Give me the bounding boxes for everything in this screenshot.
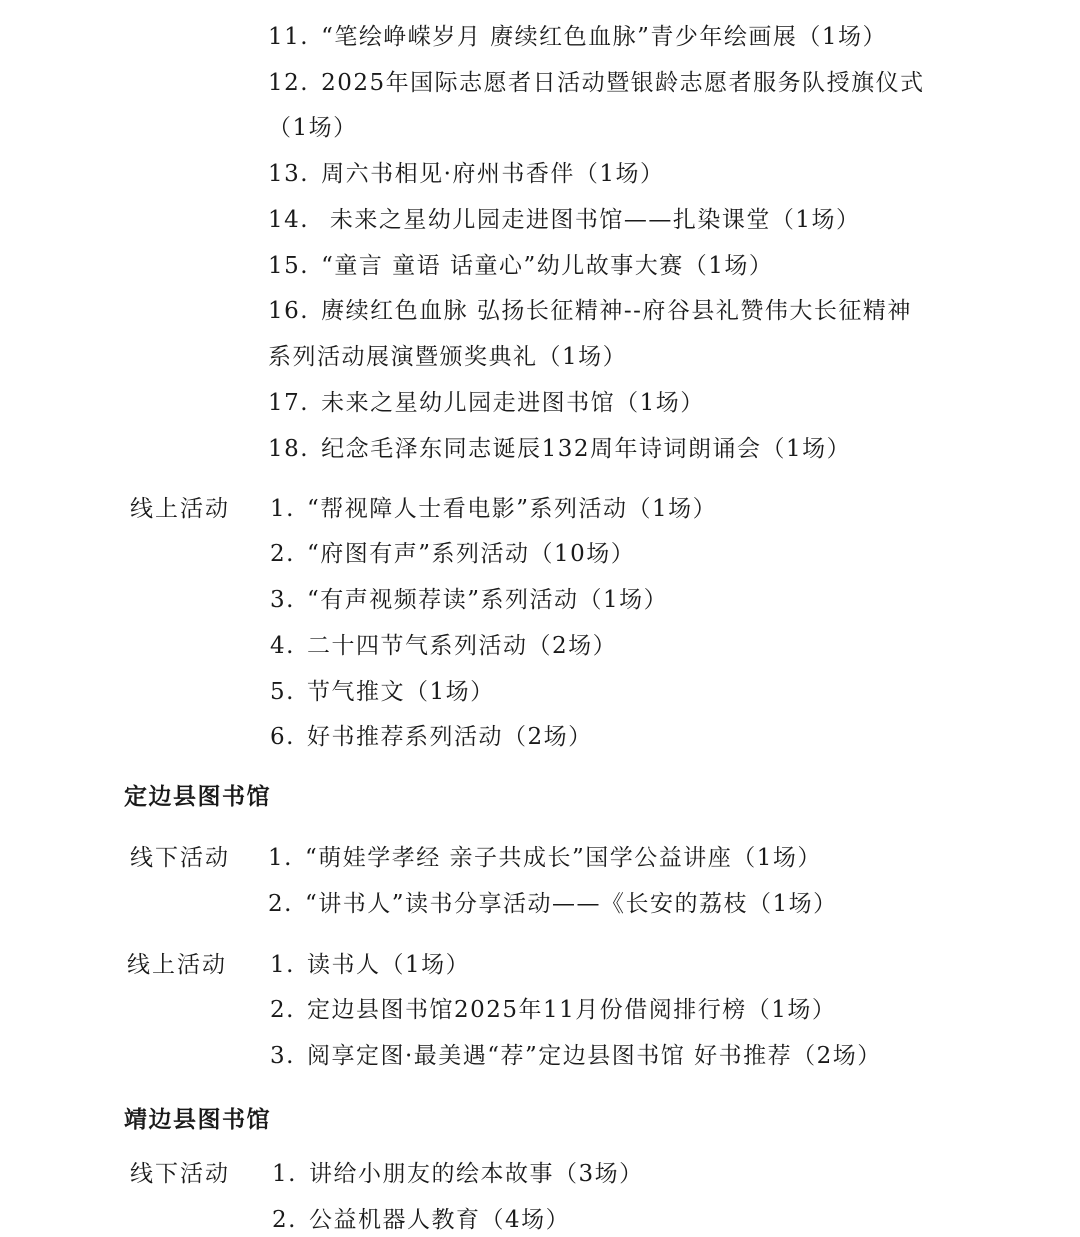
category-label: 线下活动 xyxy=(130,1161,230,1187)
item-text: 公益机器人教育（4场） xyxy=(308,1207,571,1233)
item-text: 节气推文（1场） xyxy=(306,679,495,705)
item-text: 未来之星幼儿园走进图书馆（1场） xyxy=(321,390,705,416)
item-text: 好书推荐系列活动（2场） xyxy=(306,724,593,750)
item-number: 14. xyxy=(268,207,310,233)
list-item xyxy=(270,539,635,569)
item-number: 2. xyxy=(270,541,295,567)
item-number: 11. xyxy=(268,24,310,50)
item-number: 5. xyxy=(270,679,295,705)
list-item xyxy=(270,950,470,980)
item-text: 周六书相见·府州书香伴（1场） xyxy=(321,161,665,187)
item-number: 1. xyxy=(272,1161,297,1187)
list-item xyxy=(268,68,925,98)
item-text: 读书人（1场） xyxy=(306,952,471,978)
item-text: “萌娃学孝经 亲子共成长”国学公益讲座（1场） xyxy=(304,845,822,871)
list-item xyxy=(272,1205,570,1235)
item-number: 2. xyxy=(268,891,293,917)
list-item xyxy=(270,631,617,661)
item-number: 18. xyxy=(268,436,310,462)
list-item xyxy=(268,251,773,281)
item-text: “府图有声”系列活动（10场） xyxy=(306,541,636,567)
item-text: 未来之星幼儿园走进图书馆——扎染课堂（1场） xyxy=(321,207,861,233)
list-item xyxy=(270,995,836,1025)
list-item xyxy=(268,889,838,919)
list-item-continuation xyxy=(268,113,358,143)
item-number: 16. xyxy=(268,298,310,324)
item-number: 13. xyxy=(268,161,310,187)
list-item xyxy=(268,388,705,418)
item-number: 1. xyxy=(270,496,295,522)
list-item xyxy=(270,494,717,524)
item-number: 2. xyxy=(270,997,295,1023)
item-text: “讲书人”读书分享活动——《长安的荔枝（1场） xyxy=(304,891,838,917)
library-title: 靖边县图书馆 xyxy=(124,1106,271,1133)
list-item xyxy=(268,205,861,235)
list-item xyxy=(268,434,851,464)
list-item xyxy=(268,22,887,52)
item-text: （1场） xyxy=(268,115,358,141)
category-label: 线上活动 xyxy=(130,496,230,522)
list-item xyxy=(270,722,593,752)
list-item xyxy=(268,159,665,189)
item-number: 12. xyxy=(268,70,310,96)
list-item-continuation xyxy=(268,342,627,372)
item-text: “有声视频荐读”系列活动（1场） xyxy=(306,587,669,613)
item-number: 17. xyxy=(268,390,310,416)
item-text: “童言 童语 话童心”幼儿故事大赛（1场） xyxy=(321,253,774,279)
item-text: 二十四节气系列活动（2场） xyxy=(306,633,618,659)
item-number: 6. xyxy=(270,724,295,750)
item-text: 讲给小朋友的绘本故事（3场） xyxy=(308,1161,644,1187)
item-text: 定边县图书馆2025年11月份借阅排行榜（1场） xyxy=(306,997,837,1023)
item-number: 15. xyxy=(268,253,310,279)
category-label: 线下活动 xyxy=(130,845,230,871)
item-text: 阅享定图·最美遇“荐”定边县图书馆 好书推荐（2场） xyxy=(306,1043,882,1069)
list-item xyxy=(268,843,822,873)
item-number: 3. xyxy=(270,587,295,613)
library-title: 定边县图书馆 xyxy=(124,783,271,810)
list-item xyxy=(272,1159,644,1189)
item-number: 1. xyxy=(270,952,295,978)
item-text: “帮视障人士看电影”系列活动（1场） xyxy=(306,496,718,522)
item-number: 3. xyxy=(270,1043,295,1069)
list-item xyxy=(270,677,495,707)
category-label: 线上活动 xyxy=(127,952,227,978)
list-item xyxy=(270,585,668,615)
item-number: 1. xyxy=(268,845,293,871)
item-text: 系列活动展演暨颁奖典礼（1场） xyxy=(268,344,628,370)
item-text: 赓续红色血脉 弘扬长征精神--府谷县礼赞伟大长征精神 xyxy=(321,298,912,324)
item-text: 2025年国际志愿者日活动暨银龄志愿者服务队授旗仪式 xyxy=(321,70,925,96)
list-item xyxy=(270,1041,882,1071)
item-text: “笔绘峥嵘岁月 赓续红色血脉”青少年绘画展（1场） xyxy=(321,24,888,50)
item-number: 2. xyxy=(272,1207,297,1233)
item-number: 4. xyxy=(270,633,295,659)
item-text: 纪念毛泽东同志诞辰132周年诗词朗诵会（1场） xyxy=(321,436,852,462)
list-item xyxy=(268,296,912,326)
